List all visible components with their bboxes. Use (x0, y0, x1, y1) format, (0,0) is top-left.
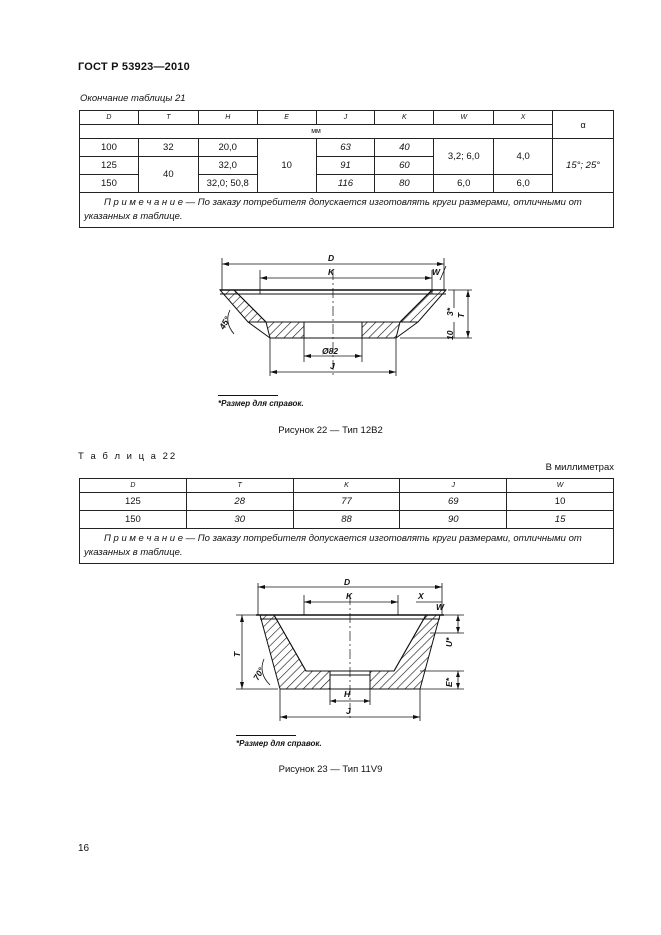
footnote-rule (218, 395, 278, 396)
col-header-h: H (198, 111, 257, 125)
col-header-d: D (80, 479, 187, 493)
fig23-label-e: E* (444, 678, 454, 687)
figure-23-caption: Рисунок 23 — Тип 11V9 (278, 764, 383, 775)
fig22-label-angle: 45° (217, 314, 233, 331)
col-header-t: T (138, 111, 198, 125)
cell: 30 (186, 511, 293, 529)
cell: 100 (80, 139, 139, 157)
fig23-label-w: W (436, 602, 445, 612)
cell: 28 (186, 493, 293, 511)
cell: 116 (316, 175, 375, 193)
cell: 80 (375, 175, 434, 193)
fig23-label-u: U* (444, 637, 454, 647)
footnote-rule (236, 735, 296, 736)
cell: 40 (375, 139, 434, 157)
note-label: П р и м е ч а н и е (104, 533, 183, 544)
fig23-label-k: K (346, 591, 353, 601)
cell: 32 (138, 139, 198, 157)
cell: 90 (400, 511, 507, 529)
col-header-k: K (293, 479, 400, 493)
note-text: — По заказу потребителя допускается изготовлять круги размерами, отличными от указанных в таблице. (84, 197, 582, 222)
table-row (80, 493, 614, 511)
table-22-note (80, 529, 614, 564)
cell: 88 (293, 511, 400, 529)
cell: 150 (80, 175, 139, 193)
table-row (80, 511, 614, 529)
fig23-label-x: X (418, 591, 424, 601)
col-header-j: J (316, 111, 375, 125)
cell: 63 (316, 139, 375, 157)
fig23-label-t: T (232, 651, 242, 657)
figure-22-caption: Рисунок 22 — Тип 12В2 (278, 425, 383, 436)
cell: 60 (375, 157, 434, 175)
table-21-caption: Окончание таблицы 21 (80, 93, 186, 104)
figure-22-drawing (210, 250, 480, 380)
table-row (80, 139, 614, 157)
col-header-x: X (494, 111, 553, 125)
cell: 10 (507, 493, 614, 511)
fig23-label-d: D (344, 577, 351, 587)
fig22-label-10: 10 (445, 330, 455, 340)
col-header-alpha: α (553, 111, 614, 139)
fig23-label-angle: 70° (251, 665, 267, 682)
fig22-label-t: T (456, 312, 466, 318)
fig22-label-82: Ø82 (322, 346, 339, 356)
fig22-label-k: K (328, 267, 335, 277)
fig22-label-j: J (330, 361, 335, 371)
table-22-units: В миллиметрах (545, 462, 614, 473)
col-header-k: K (375, 111, 434, 125)
table-22-title: Т а б л и ц а 22 (78, 451, 178, 462)
document-id: ГОСТ Р 53923—2010 (78, 61, 190, 73)
cell: 32,0; 50,8 (198, 175, 257, 193)
cell: 69 (400, 493, 507, 511)
col-header-j: J (400, 479, 507, 493)
figure-23-drawing (230, 575, 470, 725)
cell: 6,0 (494, 175, 553, 193)
figure-22-footnote: *Размер для справок. (218, 399, 304, 408)
col-header-e: E (257, 111, 316, 125)
cell: 6,0 (434, 175, 494, 193)
table-21 (79, 110, 614, 228)
cell-e-merged: 10 (257, 139, 316, 193)
fig22-label-d: D (328, 253, 335, 263)
note-label: П р и м е ч а н и е (104, 197, 183, 208)
note-text: — По заказу потребителя допускается изготовлять круги размерами, отличными от указанных в таблице. (84, 533, 582, 558)
cell: 32,0 (198, 157, 257, 175)
col-header-w: W (434, 111, 494, 125)
cell-t-merged: 40 (138, 157, 198, 193)
fig22-label-3: 3* (445, 307, 455, 316)
figure-23-footnote: *Размер для справок. (236, 739, 322, 748)
cell: 20,0 (198, 139, 257, 157)
col-header-w: W (507, 479, 614, 493)
table-21-note (80, 193, 614, 228)
col-header-d: D (80, 111, 139, 125)
cell: 125 (80, 157, 139, 175)
cell-alpha-merged: 15°; 25° (553, 139, 614, 193)
table-22 (79, 478, 614, 564)
units-row: мм (80, 125, 553, 139)
cell: 125 (80, 493, 187, 511)
cell: 150 (80, 511, 187, 529)
fig23-label-j: J (346, 706, 351, 716)
cell: 77 (293, 493, 400, 511)
cell-x-merged: 4,0 (494, 139, 553, 175)
fig22-label-w: W (432, 267, 441, 277)
cell: 15 (507, 511, 614, 529)
page-number: 16 (78, 843, 90, 854)
col-header-t: T (186, 479, 293, 493)
cell-w-merged: 3,2; 6,0 (434, 139, 494, 175)
cell: 91 (316, 157, 375, 175)
fig23-label-h: H (344, 689, 351, 699)
